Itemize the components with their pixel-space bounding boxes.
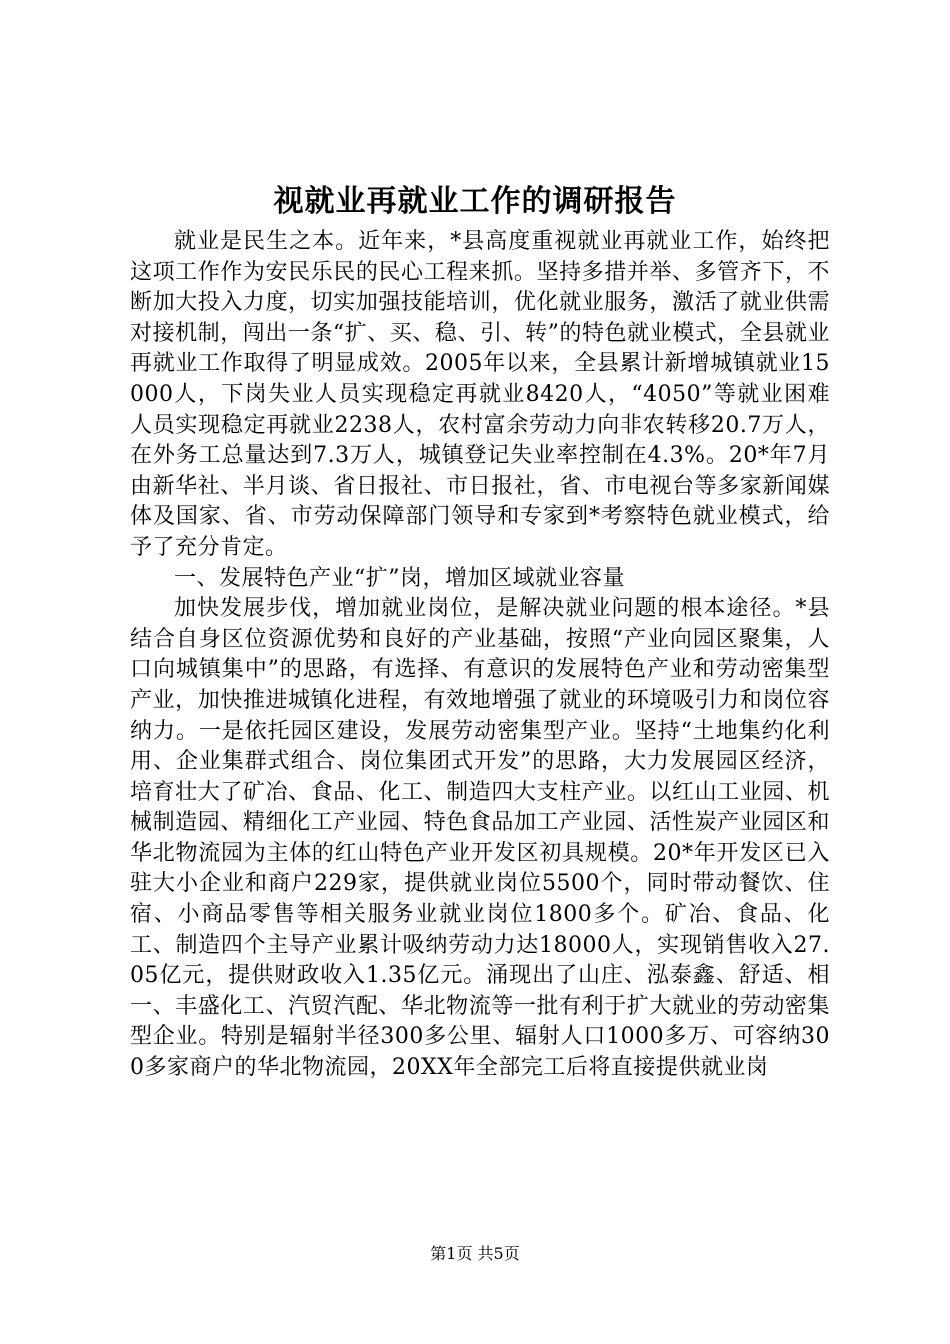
paragraph-section-1: 加快发展步伐，增加就业岗位，是解决就业问题的根本途径。*县结合自身区位资源优势和良好的产业基础，按照“产业向园区聚集，人口向城镇集中”的思路，有选择、有意识的发展特色产业和劳动密集型产业，加快推进城镇化进程，有效地增强了就业的环境吸引力和岗位容纳力。一是依托园区建设，发展劳动密集型产业。坚持“土地集约化利用、企业集群式组合、岗位集团式开发”的思路，大力发展园区经济，培育壮大了矿冶、食品、化工、制造四大支柱产业。以红山工业园、机械制造园、精细化工产业园、特色食品加工产业园、活性炭产业园区和华北物流园为主体的红山特色产业开发区初具规模。20*年开发区已入驻大小企业和商户229家，提供就业岗位5500个，同时带动餐饮、住宿、小商品零售等相关服务业就业岗位1800多个。矿冶、食品、化工、制造四个主导产业累计吸纳劳动力达18000人，实现销售收入27.05亿元，提供财政收入1.35亿元。涌现出了山庄、泓泰鑫、舒适、相一、丰盛化工、汽贸汽配、华北物流等一批有利于扩大就业的劳动密集型企业。特别是辐射半径300多公里、辐射人口1000多万、可容纳300多家商户的华北物流园，20XX年全部完工后将直接提供就业岗 [130, 596, 830, 1081]
page-footer: 第1页 共5页 [430, 1244, 520, 1263]
document-body [130, 227, 830, 1084]
paragraph-intro: 就业是民生之本。近年来，*县高度重视就业再就业工作，始终把这项工作作为安民乐民的民心工程来抓。坚持多措并举、多管齐下，不断加大投入力度，切实加强技能培训，优化就业服务，激活了就业供需对接机制，闯出一条“扩、买、稳、引、转”的特色就业模式，全县就业再就业工作取得了明显成效。2005年以来，全县累计新增城镇就业15000人，下岗失业人员实现稳定再就业8420人，“4050”等就业困难人员实现稳定再就业2238人，农村富余劳动力向非农转移20.7万人，在外务工总量达到7.3万人，城镇登记失业率控制在4.3%。20*年7月由新华社、半月谈、省日报社、市日报社，省、市电视台等多家新闻媒体及国家、省、市劳动保障部门领导和专家到*考察特色就业模式，给予了充分肯定。 [130, 229, 830, 560]
document-title: 视就业再就业工作的调研报告 [273, 184, 677, 219]
section-heading-1: 一、发展特色产业“扩”岗，增加区域就业容量 [174, 565, 625, 591]
